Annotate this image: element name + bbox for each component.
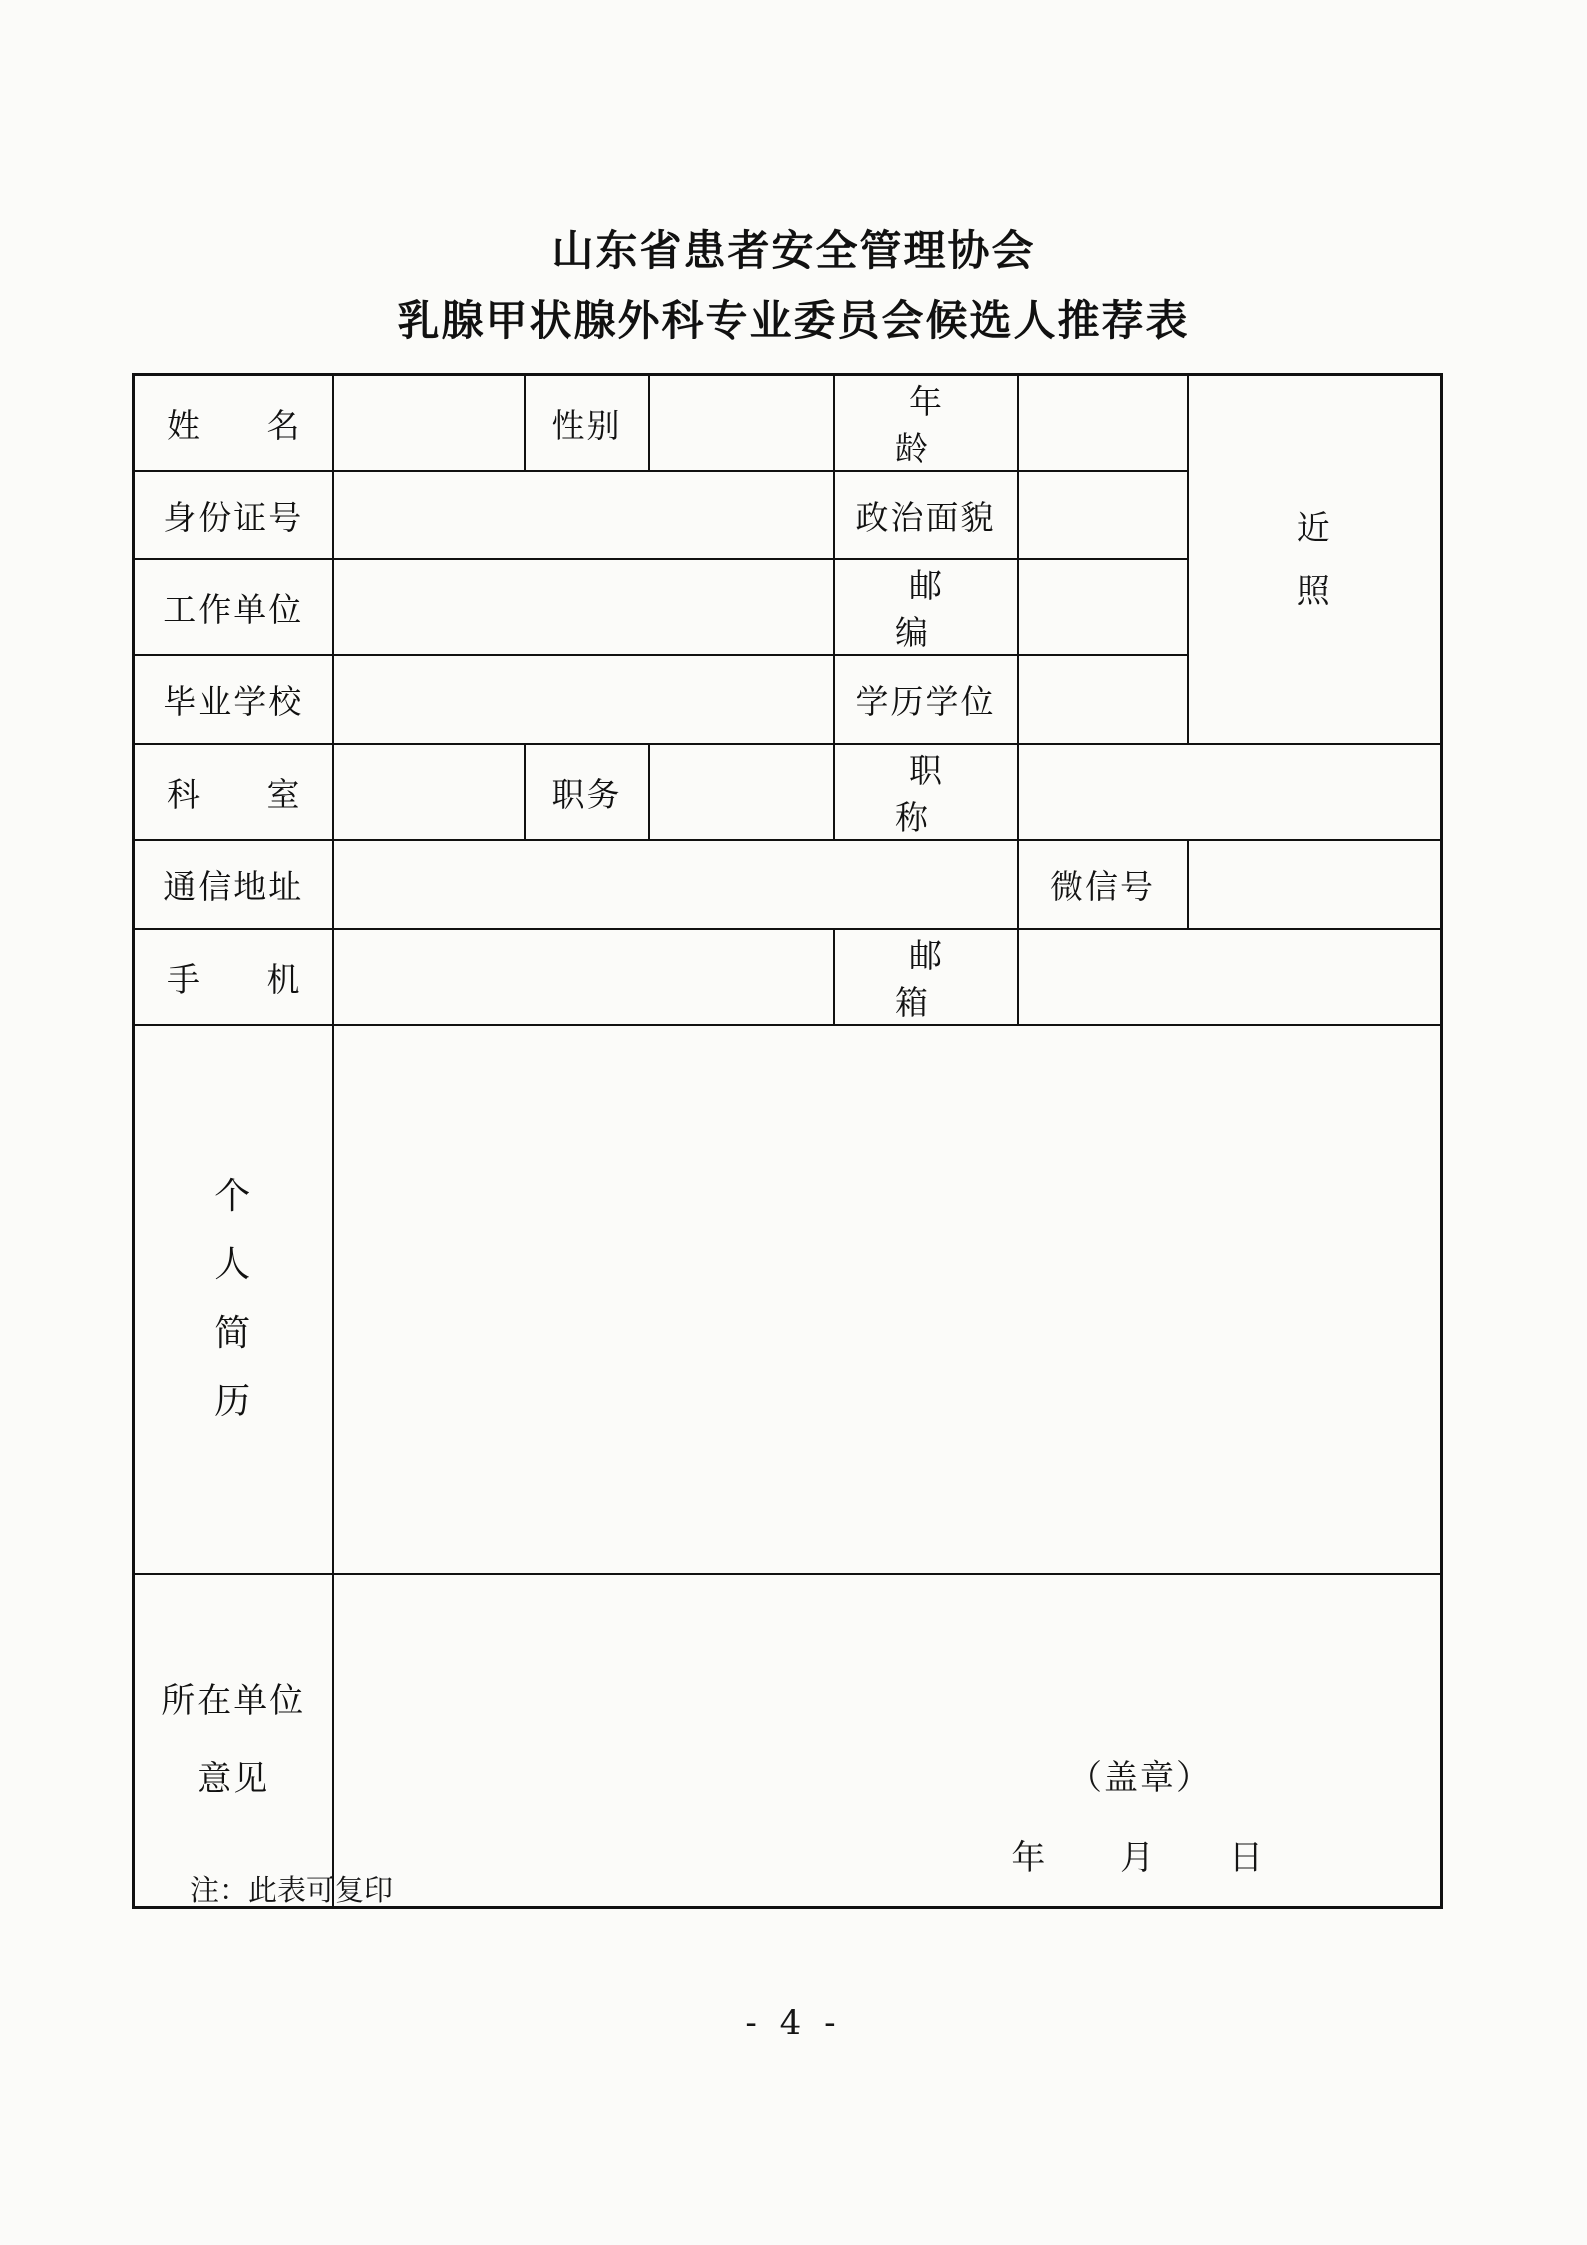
graduate-school-label: 毕业学校 xyxy=(134,655,333,744)
postcode-label: 邮 编 xyxy=(834,559,1018,655)
duty-label: 职务 xyxy=(525,744,649,840)
form-title-line1: 山东省患者安全管理协会 xyxy=(551,226,1036,275)
id-number-field[interactable] xyxy=(333,471,834,559)
postcode-field[interactable] xyxy=(1018,559,1188,655)
wechat-field[interactable] xyxy=(1188,840,1442,929)
footnote: 注：此表可复印 xyxy=(190,1873,394,1907)
email-field[interactable] xyxy=(1018,929,1442,1025)
name-label: 姓 名 xyxy=(134,375,333,472)
recommendation-form-table xyxy=(132,373,1443,1909)
page-number: - 4 - xyxy=(745,2003,842,2043)
resume-label-cell xyxy=(134,1025,333,1574)
professional-title-field[interactable] xyxy=(1018,744,1442,840)
stamp-text: （盖章） xyxy=(1068,1758,1212,1798)
gender-field[interactable] xyxy=(649,375,834,472)
address-field[interactable] xyxy=(333,840,1018,929)
unit-opinion-field[interactable] xyxy=(333,1574,1442,1907)
department-field[interactable] xyxy=(333,744,525,840)
phone-field[interactable] xyxy=(333,929,834,1025)
graduate-school-field[interactable] xyxy=(333,655,834,744)
phone-label: 手 机 xyxy=(134,929,333,1025)
duty-field[interactable] xyxy=(649,744,834,840)
professional-title-label: 职 称 xyxy=(834,744,1018,840)
degree-field[interactable] xyxy=(1018,655,1188,744)
unit-opinion-label-cell xyxy=(134,1574,333,1907)
political-status-label: 政治面貌 xyxy=(834,471,1018,559)
age-field[interactable] xyxy=(1018,375,1188,472)
unit-opinion-label-1: 所在单位 xyxy=(161,1681,306,1722)
address-label: 通信地址 xyxy=(134,840,333,929)
email-label: 邮 箱 xyxy=(834,929,1018,1025)
form-title-line2: 乳腺甲状腺外科专业委员会候选人推荐表 xyxy=(397,296,1190,345)
workplace-field[interactable] xyxy=(333,559,834,655)
workplace-label: 工作单位 xyxy=(134,559,333,655)
resume-label: 个人简历 xyxy=(214,1175,253,1422)
photo-label-1: 近 xyxy=(1296,507,1332,547)
photo-label-2: 照 xyxy=(1296,570,1332,610)
age-label: 年 龄 xyxy=(834,375,1018,472)
date-text: 年 月 日 xyxy=(1011,1838,1265,1878)
name-field[interactable] xyxy=(333,375,525,472)
department-label: 科 室 xyxy=(134,744,333,840)
id-number-label: 身份证号 xyxy=(134,471,333,559)
photo-box[interactable] xyxy=(1188,375,1442,745)
wechat-label: 微信号 xyxy=(1018,840,1188,929)
political-status-field[interactable] xyxy=(1018,471,1188,559)
gender-label: 性别 xyxy=(525,375,649,472)
unit-opinion-label-2: 意见 xyxy=(197,1759,270,1800)
resume-field[interactable] xyxy=(333,1025,1442,1574)
degree-label: 学历学位 xyxy=(834,655,1018,744)
